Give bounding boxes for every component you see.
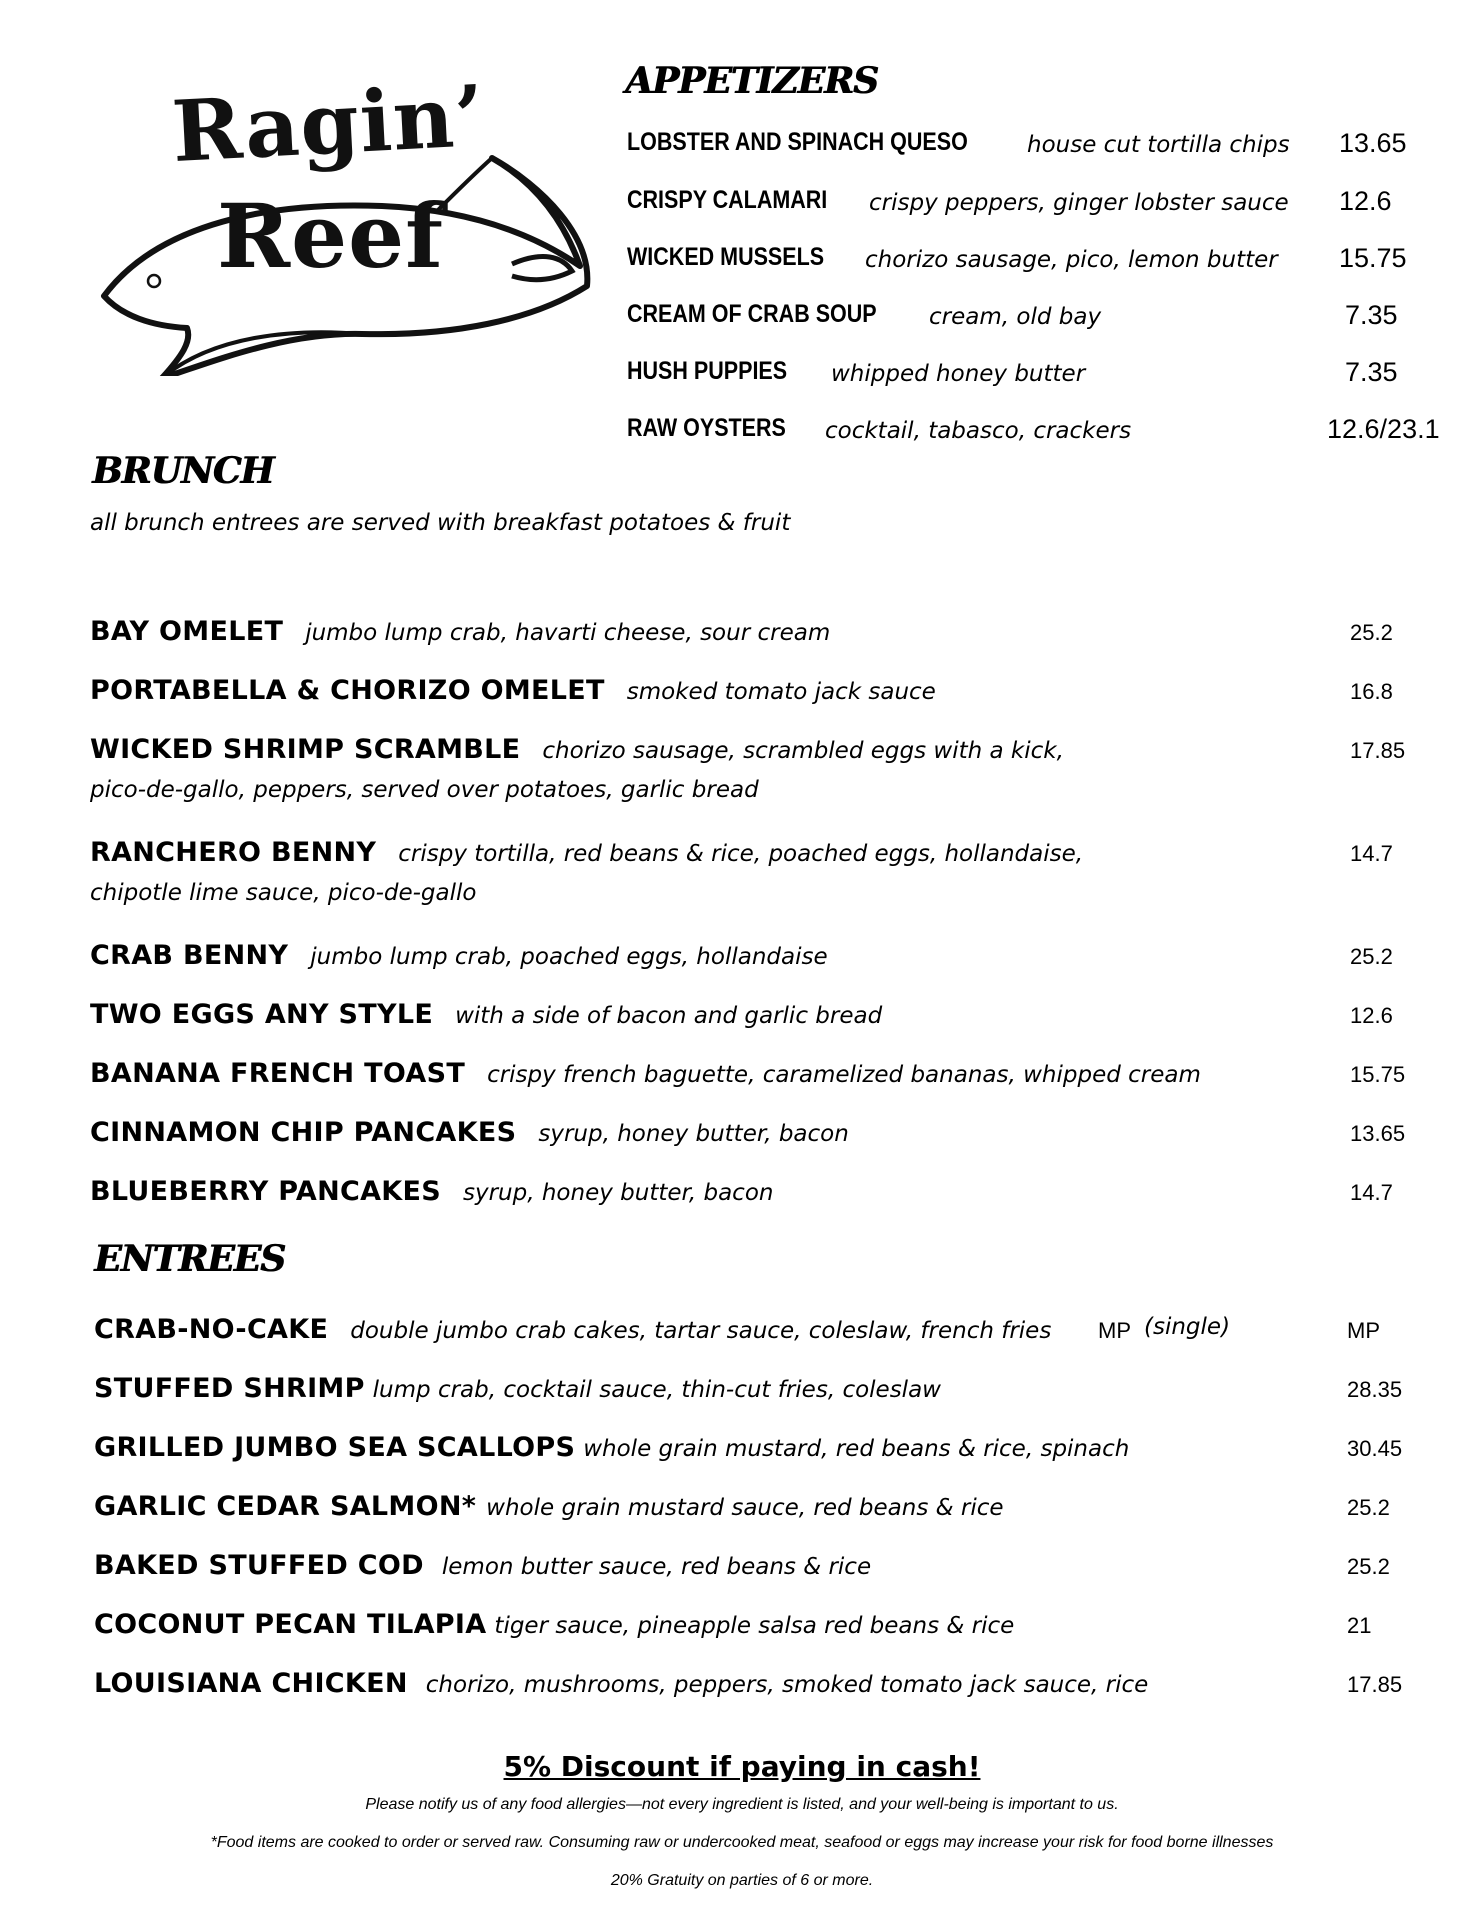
item-price: 25.2 — [1350, 620, 1393, 645]
item-desc: smoked tomato jack sauce — [626, 679, 936, 705]
appetizer-name: RAW OYSTERS — [627, 414, 786, 442]
item-name: CINNAMON CHIP PANCAKES — [90, 1117, 517, 1148]
item-price: 15.75 — [1350, 1062, 1406, 1087]
item-desc: chorizo sausage, scrambled eggs with a kick, — [542, 738, 1064, 764]
appetizer-item — [627, 243, 1467, 283]
raw-food-warning: *Food items are cooked to order or served raw. Consuming raw or undercooked meat, seafood or eggs may increase your risk for food borne illnesses — [210, 1834, 1274, 1851]
appetizer-item — [627, 357, 1467, 397]
item-price: 25.2 — [1347, 1554, 1390, 1579]
appetizer-price: 12.6 — [1339, 186, 1392, 216]
item-desc: crispy tortilla, red beans & rice, poached eggs, hollandaise, — [398, 841, 1084, 867]
entree-item — [94, 1314, 1474, 1345]
item-price: 14.7 — [1350, 1180, 1393, 1205]
item-name: COCONUT PECAN TILAPIA — [94, 1609, 487, 1640]
appetizer-price: 7.35 — [1345, 357, 1398, 387]
item-desc: syrup, honey butter, bacon — [463, 1180, 774, 1206]
brunch-item — [90, 999, 1470, 1030]
item-desc: double jumbo crab cakes, tartar sauce, coleslaw, french fries — [350, 1318, 1052, 1344]
item-desc: jumbo lump crab, havarti cheese, sour cream — [305, 620, 831, 646]
item-desc-line2: chipotle lime sauce, pico-de-gallo — [90, 880, 477, 906]
item-desc: whole grain mustard, red beans & rice, spinach — [583, 1436, 1130, 1462]
item-price: 13.65 — [1350, 1121, 1406, 1146]
brunch-item — [90, 837, 1470, 906]
item-name: STUFFED SHRIMP — [94, 1373, 365, 1404]
item-name: WICKED SHRIMP SCRAMBLE — [90, 734, 521, 765]
restaurant-logo — [92, 66, 592, 376]
entrees-heading: ENTREES — [94, 1238, 285, 1280]
item-desc: jumbo lump crab, poached eggs, hollandaise — [310, 944, 828, 970]
allergy-notice: Please notify us of any food allergies—not every ingredient is listed, and your well-being is important to us. — [365, 1796, 1119, 1813]
item-price: 17.85 — [1350, 738, 1406, 763]
item-name: CRAB BENNY — [90, 940, 289, 971]
item-name: GRILLED JUMBO SEA SCALLOPS — [94, 1432, 576, 1463]
brunch-item — [90, 1176, 1470, 1207]
appetizer-desc: whipped honey butter — [831, 361, 1086, 387]
brunch-item — [90, 940, 1470, 971]
brunch-item — [90, 1117, 1470, 1148]
item-name: TWO EGGS ANY STYLE — [90, 999, 434, 1030]
item-name: GARLIC CEDAR SALMON* — [94, 1491, 477, 1522]
item-price: 12.6 — [1350, 1003, 1393, 1028]
appetizer-name: HUSH PUPPIES — [627, 357, 788, 385]
brunch-heading: BRUNCH — [92, 450, 274, 492]
brunch-subtitle: all brunch entrees are served with breakfast potatoes & fruit — [90, 510, 791, 536]
item-price: 16.8 — [1350, 679, 1393, 704]
item-desc: whole grain mustard sauce, red beans & rice — [486, 1495, 1004, 1521]
cash-discount-notice: 5% Discount if paying in cash! — [503, 1750, 981, 1783]
item-name: RANCHERO BENNY — [90, 837, 377, 868]
appetizer-price: 7.35 — [1345, 300, 1398, 330]
appetizer-name: WICKED MUSSELS — [627, 243, 825, 271]
item-price: 25.2 — [1347, 1495, 1390, 1520]
item-price: 17.85 — [1347, 1672, 1403, 1697]
logo-text-reef: Reef — [217, 184, 444, 288]
item-desc: crispy french baguette, caramelized bananas, whipped cream — [487, 1062, 1201, 1088]
brunch-item — [90, 675, 1470, 706]
gratuity-notice: 20% Gratuity on parties of 6 or more. — [610, 1872, 874, 1889]
item-desc: syrup, honey butter, bacon — [538, 1121, 849, 1147]
item-extra-price: MP — [1098, 1318, 1131, 1343]
item-desc: with a side of bacon and garlic bread — [455, 1003, 883, 1029]
item-name: BANANA FRENCH TOAST — [90, 1058, 466, 1089]
item-name: BLUEBERRY PANCAKES — [90, 1176, 441, 1207]
item-price: 25.2 — [1350, 944, 1393, 969]
entree-item — [94, 1373, 1474, 1404]
item-desc: lump crab, cocktail sauce, thin-cut fries, coleslaw — [372, 1377, 941, 1403]
item-desc: chorizo, mushrooms, peppers, smoked tomato jack sauce, rice — [425, 1672, 1149, 1698]
item-price: 30.45 — [1347, 1436, 1403, 1461]
entree-item — [94, 1609, 1474, 1640]
logo-text-ragin: Ragin’ — [169, 65, 488, 182]
entree-item — [94, 1432, 1474, 1463]
item-price: MP — [1347, 1318, 1380, 1343]
item-extra-note: (single) — [1144, 1314, 1231, 1340]
appetizer-name: LOBSTER AND SPINACH QUESO — [627, 128, 968, 156]
appetizer-price: 15.75 — [1339, 243, 1407, 273]
entree-item — [94, 1550, 1474, 1581]
appetizer-item — [627, 186, 1467, 226]
item-name: BAKED STUFFED COD — [94, 1550, 424, 1581]
item-name: BAY OMELET — [90, 616, 284, 647]
appetizer-desc: chorizo sausage, pico, lemon butter — [865, 247, 1278, 273]
brunch-item — [90, 734, 1470, 803]
entree-item — [94, 1491, 1474, 1522]
item-name: LOUISIANA CHICKEN — [94, 1668, 408, 1699]
appetizer-price: 12.6/23.1 — [1327, 414, 1440, 444]
appetizer-item — [627, 414, 1467, 454]
appetizer-item — [627, 128, 1467, 168]
item-name: PORTABELLA & CHORIZO OMELET — [90, 675, 605, 706]
item-price: 28.35 — [1347, 1377, 1403, 1402]
item-desc: tiger sauce, pineapple salsa red beans & rice — [494, 1613, 1015, 1639]
brunch-item — [90, 1058, 1470, 1089]
appetizer-desc: crispy peppers, ginger lobster sauce — [869, 190, 1289, 216]
entree-item — [94, 1668, 1474, 1699]
appetizer-item — [627, 300, 1467, 340]
appetizer-desc: cream, old bay — [929, 304, 1102, 330]
item-price: 14.7 — [1350, 841, 1393, 866]
appetizer-desc: house cut tortilla chips — [1027, 132, 1290, 158]
item-price: 21 — [1347, 1613, 1372, 1638]
appetizer-name: CRISPY CALAMARI — [627, 186, 828, 214]
appetizers-heading: APPETIZERS — [625, 60, 878, 102]
appetizer-price: 13.65 — [1339, 128, 1407, 158]
item-desc-line2: pico-de-gallo, peppers, served over potatoes, garlic bread — [90, 777, 759, 803]
brunch-item — [90, 616, 1470, 647]
item-desc: lemon butter sauce, red beans & rice — [441, 1554, 872, 1580]
appetizer-desc: cocktail, tabasco, crackers — [825, 418, 1132, 444]
appetizer-name: CREAM OF CRAB SOUP — [627, 300, 877, 328]
item-name: CRAB-NO-CAKE — [94, 1314, 329, 1345]
